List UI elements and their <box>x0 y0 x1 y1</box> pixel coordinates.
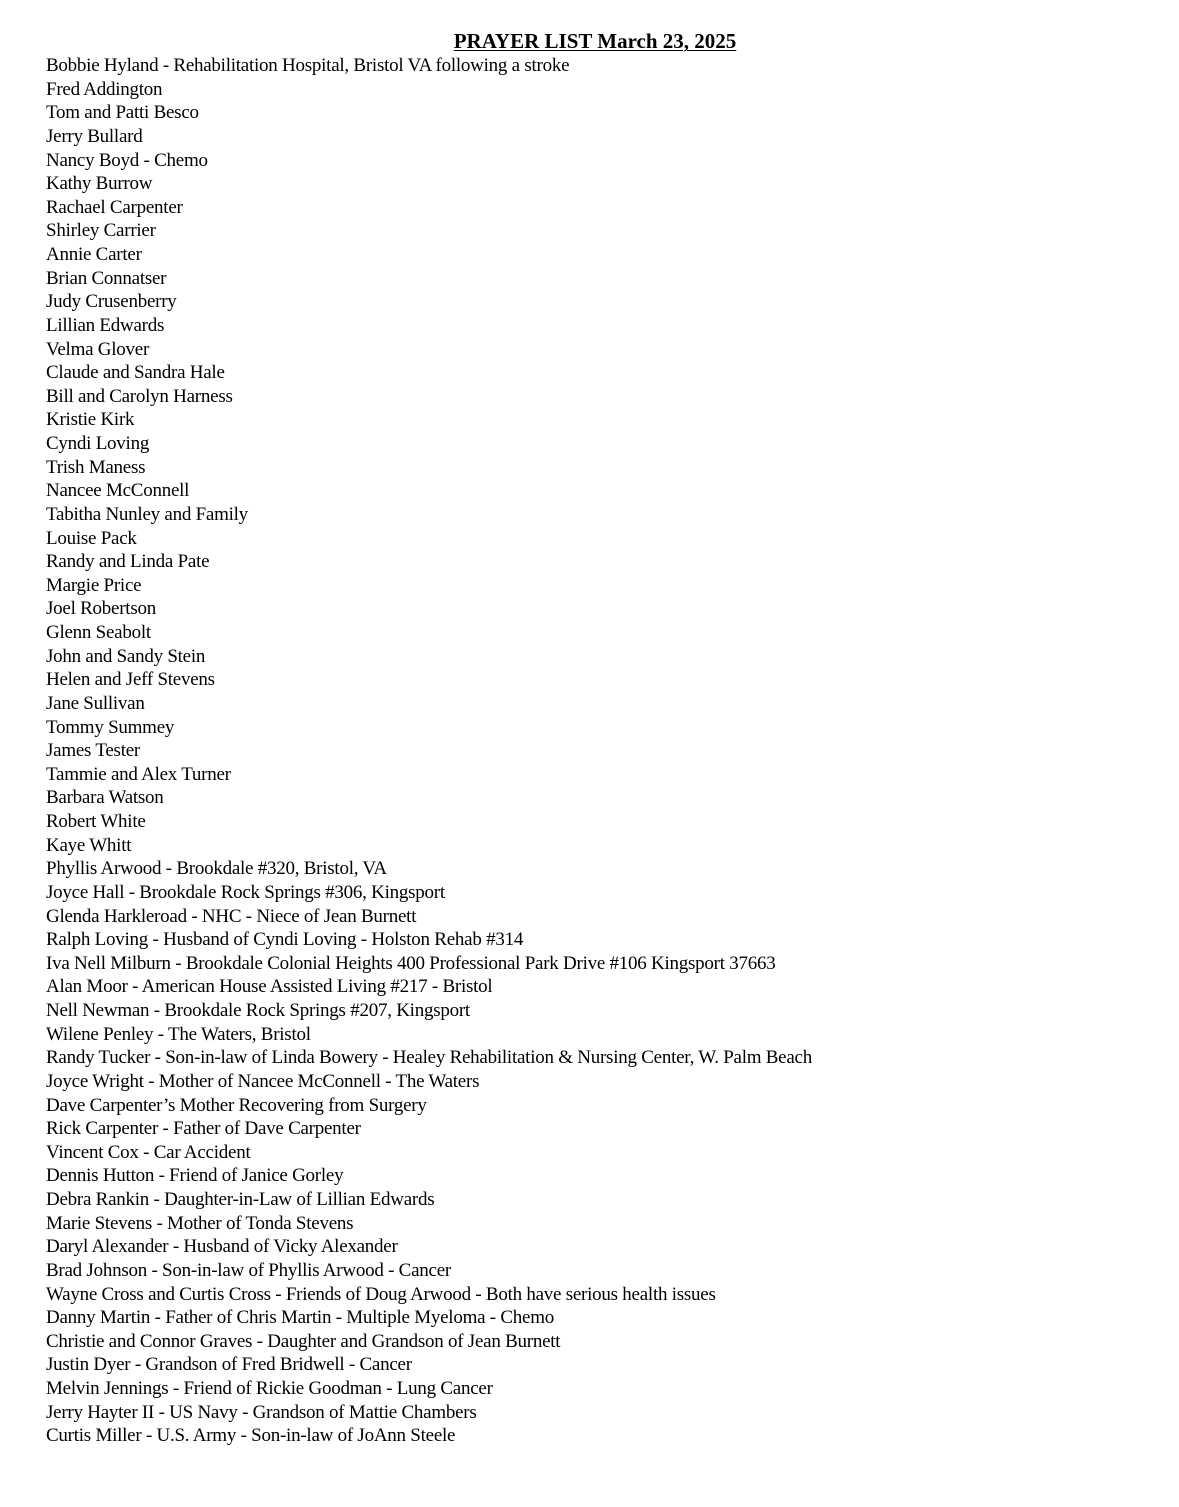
list-item: James Tester <box>46 740 140 762</box>
list-item: Dennis Hutton - Friend of Janice Gorley <box>46 1165 344 1187</box>
list-item: Shirley Carrier <box>46 220 156 242</box>
list-item: Joyce Wright - Mother of Nancee McConnell - The Waters <box>46 1070 480 1092</box>
list-item: Wilene Penley - The Waters, Bristol <box>46 1023 311 1045</box>
list-item: Dave Carpenter’s Mother Recovering from Surgery <box>46 1094 427 1116</box>
list-item: Danny Martin - Father of Chris Martin - Multiple Myeloma - Chemo <box>46 1307 554 1329</box>
list-item: Justin Dyer - Grandson of Fred Bridwell - Cancer <box>46 1354 412 1376</box>
list-item: Nell Newman - Brookdale Rock Springs #207, Kingsport <box>46 1000 470 1021</box>
list-item: Joyce Hall - Brookdale Rock Springs #306, Kingsport <box>46 881 445 903</box>
list-item: Iva Nell Milburn - Brookdale Colonial Heights 400 Professional Park Drive #106 Kingsport 37663 <box>46 952 776 974</box>
list-item: Melvin Jennings - Friend of Rickie Goodman - Lung Cancer <box>46 1378 493 1399</box>
list-item: Alan Moor - American House Assisted Living #217 - Bristol <box>46 976 493 998</box>
list-item: Claude and Sandra Hale <box>46 362 225 384</box>
list-item: Kaye Whitt <box>46 834 132 856</box>
list-item: Curtis Miller - U.S. Army - Son-in-law of JoAnn Steele <box>46 1425 456 1447</box>
list-item: Phyllis Arwood - Brookdale #320, Bristol, VA <box>46 858 387 880</box>
list-item: Glenn Seabolt <box>46 622 151 643</box>
list-item: Rachael Carpenter <box>46 196 183 218</box>
list-item: John and Sandy Stein <box>46 645 206 667</box>
list-item: Tom and Patti Besco <box>46 102 199 124</box>
list-item: Randy and Linda Pate <box>46 551 210 573</box>
list-item: Kristie Kirk <box>46 409 135 431</box>
list-item: Robert White <box>46 811 146 832</box>
list-item: Glenda Harkleroad - NHC - Niece of Jean Burnett <box>46 905 417 927</box>
list-item: Debra Rankin - Daughter-in-Law of Lillian Edwards <box>46 1189 435 1210</box>
list-item: Cyndi Loving <box>46 433 150 454</box>
list-item: Randy Tucker - Son-in-law of Linda Bowery - Healey Rehabilitation & Nursing Center, W. Palm Beach <box>46 1047 812 1069</box>
list-item: Tammie and Alex Turner <box>46 763 231 785</box>
list-item: Brad Johnson - Son-in-law of Phyllis Arwood - Cancer <box>46 1259 451 1281</box>
list-item: Trish Maness <box>46 456 146 478</box>
list-item: Fred Addington <box>46 78 163 100</box>
list-item: Bill and Carolyn Harness <box>46 385 233 407</box>
list-item: Christie and Connor Graves - Daughter and Grandson of Jean Burnett <box>46 1330 561 1352</box>
list-item: Kathy Burrow <box>46 173 153 195</box>
list-item: Jerry Bullard <box>46 125 143 147</box>
list-item: Nancy Boyd - Chemo <box>46 149 208 171</box>
list-item: Daryl Alexander - Husband of Vicky Alexander <box>46 1236 398 1258</box>
list-item: Jane Sullivan <box>46 692 145 714</box>
list-item: Nancee McConnell <box>46 480 190 502</box>
list-item: Judy Crusenberry <box>46 291 177 313</box>
list-item: Wayne Cross and Curtis Cross - Friends of Doug Arwood - Both have serious health issues <box>46 1283 716 1305</box>
list-item: Tabitha Nunley and Family <box>46 503 248 525</box>
prayer-list <box>46 54 1146 1448</box>
document-title: PRAYER LIST March 23, 2025 <box>453 29 737 53</box>
list-item: Helen and Jeff Stevens <box>46 669 215 691</box>
list-item: Annie Carter <box>46 244 142 265</box>
list-item: Margie Price <box>46 574 142 596</box>
list-item: Marie Stevens - Mother of Tonda Stevens <box>46 1212 354 1234</box>
list-item: Tommy Summey <box>46 716 175 738</box>
list-item: Velma Glover <box>46 338 150 360</box>
list-item: Brian Connatser <box>46 267 167 289</box>
list-item: Louise Pack <box>46 527 137 549</box>
list-item: Joel Robertson <box>46 598 156 620</box>
list-item: Barbara Watson <box>46 787 164 809</box>
list-item: Rick Carpenter - Father of Dave Carpenter <box>46 1118 361 1140</box>
list-item: Vincent Cox - Car Accident <box>46 1141 251 1163</box>
list-item: Jerry Hayter II - US Navy - Grandson of Mattie Chambers <box>46 1401 477 1423</box>
list-item: Lillian Edwards <box>46 314 165 336</box>
list-item: Ralph Loving - Husband of Cyndi Loving - Holston Rehab #314 <box>46 929 524 951</box>
list-item: Bobbie Hyland - Rehabilitation Hospital, Bristol VA following a stroke <box>46 55 570 76</box>
